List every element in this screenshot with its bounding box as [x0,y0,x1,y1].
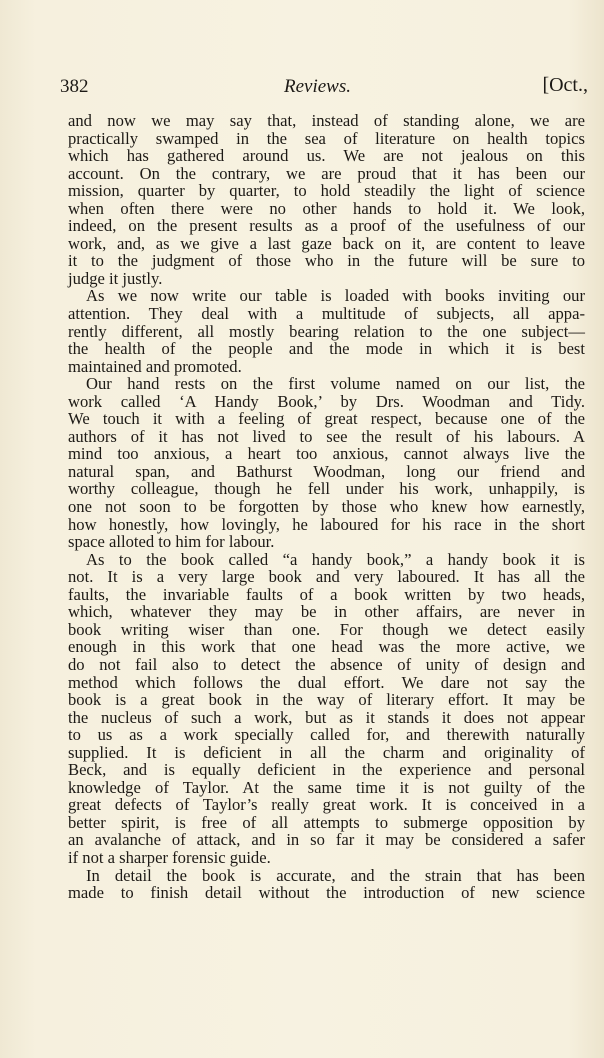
text-line: how honestly, how lovingly, he laboured for his race in the short [68,514,585,534]
text-line: mission, quarter by quarter, to hold steadily the light of science [68,181,585,201]
text-line: made to finish detail without the introduction of new science [68,883,585,903]
text-line: better spirit, is free of all attempts to submerge opposition by [68,812,585,832]
body-text [68,112,585,902]
text-line: mind too anxious, a heart too anxious, cannot always live the [68,444,585,464]
text-line: when often there were no other hands to hold it. We look, [68,198,585,218]
text-line: natural span, and Bathurst Woodman, long our friend and [68,461,585,481]
text-line: the nucleus of such a work, but as it stands it does not appear [68,707,585,727]
text-line: great defects of Taylor’s really great work. It is conceived in a [68,795,585,815]
text-line: and now we may say that, instead of standing alone, we are [68,111,585,130]
text-line: book is a great book in the way of literary effort. It may be [68,690,585,710]
text-line: judge it justly. [68,268,163,288]
text-line: an avalanche of attack, and in so far it may be considered a safer [68,830,585,850]
paragraph [68,112,585,287]
text-line: the health of the people and the mode in which it is best [68,339,585,359]
text-line: do not fail also to detect the absence of unity of design and [68,654,585,674]
text-line: if not a sharper forensic guide. [68,847,271,867]
paragraph [68,551,585,867]
text-line: book writing wiser than one. For though we detect easily [68,619,585,639]
page-number: 382 [60,76,89,97]
running-header [60,76,588,102]
text-line: practically swamped in the sea of literature on health topics [68,128,585,148]
text-line: which, whatever they may be in other affairs, are never in [68,602,585,622]
paragraph [68,375,585,550]
text-line: Beck, and is equally deficient in the experience and personal [68,760,585,780]
paragraph [68,867,585,902]
text-line: faults, the invariable faults of a book written by two heads, [68,584,585,604]
paragraph [68,287,585,375]
text-line: it to the judgment of those who in the future will be sure to [68,251,585,271]
text-line: Our hand rests on the first volume named on our list, the [86,374,585,394]
text-line: authors of it has not lived to see the result of his labours. A [68,426,585,446]
text-line: method which follows the dual effort. We dare not say the [68,672,585,692]
text-line: As to the book called “a handy book,” a handy book it is [86,549,585,569]
text-line: We touch it with a feeling of great respect, because one of the [68,409,585,429]
text-line: account. On the contrary, we are proud that it has been our [68,163,585,183]
text-line: knowledge of Taylor. At the same time it is not guilty of the [68,777,585,797]
text-line: indeed, on the present results as a proof of the usefulness of our [68,216,585,236]
text-line: which has gathered around us. We are not jealous on this [68,146,585,166]
date-tag: [Oct., [542,74,588,96]
text-line: space alloted to him for labour. [68,532,275,552]
text-line: attention. They deal with a multitude of subjects, all appa- [68,304,585,324]
text-line: maintained and promoted. [68,356,242,376]
running-title: Reviews. [284,76,352,97]
text-line: As we now write our table is loaded with books inviting our [86,286,585,306]
text-line: work, and, as we give a last gaze back on it, are content to leave [68,233,585,253]
text-line: In detail the book is accurate, and the strain that has been [86,865,585,885]
text-line: not. It is a very large book and very laboured. It has all the [68,567,585,587]
text-line: worthy colleague, though he fell under his work, unhappily, is [68,479,585,499]
text-line: one not soon to be forgotten by those who knew how earnestly, [68,497,585,517]
text-line: supplied. It is deficient in all the charm and originality of [68,742,585,762]
text-line: to us as a work specially called for, and therewith naturally [68,725,585,745]
text-line: enough in this work that one head was the more active, we [68,637,585,657]
text-line: rently different, all mostly bearing relation to the one subject— [68,321,585,341]
text-line: work called ‘A Handy Book,’ by Drs. Woodman and Tidy. [68,391,585,411]
